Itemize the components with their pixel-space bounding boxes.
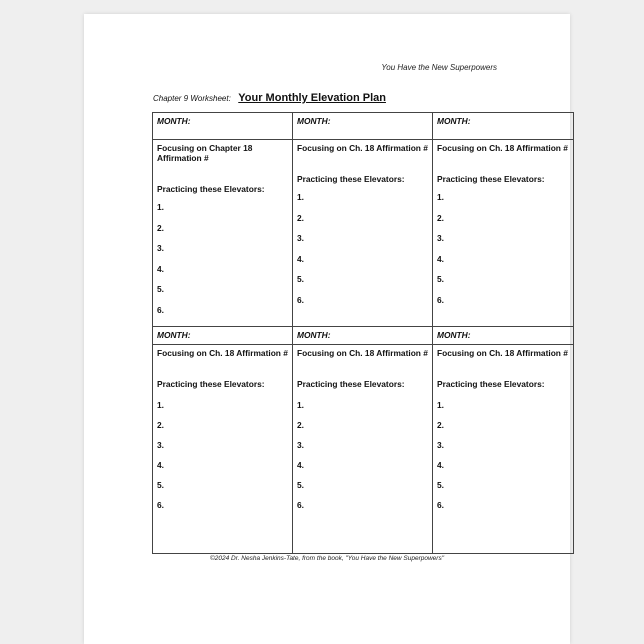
list-number: 2. xyxy=(157,420,164,430)
practice-label: Practicing these Elevators: xyxy=(297,379,405,389)
focus-label: Focusing on Ch. 18 Affirmation # xyxy=(157,348,288,358)
list-number: 6. xyxy=(437,294,444,305)
title-prefix: Chapter 9 Worksheet: xyxy=(153,94,231,103)
monthly-plan-grid xyxy=(152,112,574,554)
running-header: You Have the New Superpowers xyxy=(381,63,497,72)
month-cell[interactable] xyxy=(433,113,573,140)
list-number: 5. xyxy=(297,480,304,490)
focus-label: Focusing on Chapter 18 Affirmation # xyxy=(157,143,253,163)
list-number: 3. xyxy=(437,233,444,243)
list-number: 2. xyxy=(437,212,444,223)
list-number: 3. xyxy=(297,233,304,243)
worksheet-page xyxy=(84,14,570,644)
list-number: 5. xyxy=(437,480,444,490)
list-number: 5. xyxy=(157,284,164,294)
practice-label: Practicing these Elevators: xyxy=(437,379,545,389)
plan-cell[interactable] xyxy=(293,140,433,327)
month-label: MONTH: xyxy=(157,116,191,126)
practice-label: Practicing these Elevators: xyxy=(157,379,265,389)
list-number: 2. xyxy=(437,420,444,430)
list-number: 4. xyxy=(297,460,304,470)
practice-label: Practicing these Elevators: xyxy=(437,174,545,184)
list-number: 2. xyxy=(297,420,304,430)
list-number: 2. xyxy=(297,212,304,223)
list-number: 1. xyxy=(437,192,444,202)
plan-cell[interactable] xyxy=(153,345,293,553)
focus-label: Focusing on Ch. 18 Affirmation # xyxy=(297,143,428,153)
list-number: 6. xyxy=(297,500,304,510)
list-number: 3. xyxy=(157,440,164,450)
month-label: MONTH: xyxy=(437,116,471,126)
plan-cell[interactable] xyxy=(293,345,433,553)
list-number: 1. xyxy=(157,202,164,212)
month-cell[interactable] xyxy=(153,327,293,345)
elevator-list xyxy=(297,400,428,520)
title-main: Your Monthly Elevation Plan xyxy=(238,92,386,104)
practice-label: Practicing these Elevators: xyxy=(297,174,405,184)
list-number: 5. xyxy=(297,274,304,284)
month-label: MONTH: xyxy=(297,330,331,340)
month-cell[interactable] xyxy=(153,113,293,140)
focus-label: Focusing on Ch. 18 Affirmation # xyxy=(297,348,428,358)
list-number: 6. xyxy=(437,500,444,510)
list-number: 4. xyxy=(437,253,444,264)
list-number: 2. xyxy=(157,222,164,233)
elevator-list xyxy=(437,192,569,315)
list-number: 4. xyxy=(297,253,304,264)
practice-label: Practicing these Elevators: xyxy=(157,184,265,194)
list-number: 6. xyxy=(157,500,164,510)
list-number: 4. xyxy=(157,460,164,470)
elevator-list xyxy=(297,192,428,315)
list-number: 1. xyxy=(297,192,304,202)
list-number: 3. xyxy=(157,243,164,253)
plan-cell[interactable] xyxy=(153,140,293,327)
focus-label: Focusing on Ch. 18 Affirmation # xyxy=(437,143,568,153)
worksheet-title xyxy=(153,88,386,106)
month-label: MONTH: xyxy=(297,116,331,126)
elevator-list xyxy=(437,400,569,520)
copyright-footer: ©2024 Dr. Nesha Jenkins-Tate, from the book, "You Have the New Superpowers" xyxy=(209,555,445,562)
list-number: 5. xyxy=(157,480,164,490)
month-cell[interactable] xyxy=(293,327,433,345)
plan-cell[interactable] xyxy=(433,140,573,327)
list-number: 6. xyxy=(297,294,304,305)
list-number: 3. xyxy=(297,440,304,450)
list-number: 1. xyxy=(437,400,444,410)
list-number: 3. xyxy=(437,440,444,450)
month-label: MONTH: xyxy=(157,330,191,340)
list-number: 6. xyxy=(157,304,164,315)
list-number: 1. xyxy=(157,400,164,410)
month-label: MONTH: xyxy=(437,330,471,340)
plan-cell[interactable] xyxy=(433,345,573,553)
list-number: 4. xyxy=(157,263,164,274)
elevator-list xyxy=(157,400,288,520)
list-number: 4. xyxy=(437,460,444,470)
list-number: 1. xyxy=(297,400,304,410)
month-cell[interactable] xyxy=(433,327,573,345)
list-number: 5. xyxy=(437,274,444,284)
month-cell[interactable] xyxy=(293,113,433,140)
elevator-list xyxy=(157,202,288,325)
focus-label: Focusing on Ch. 18 Affirmation # xyxy=(437,348,568,358)
